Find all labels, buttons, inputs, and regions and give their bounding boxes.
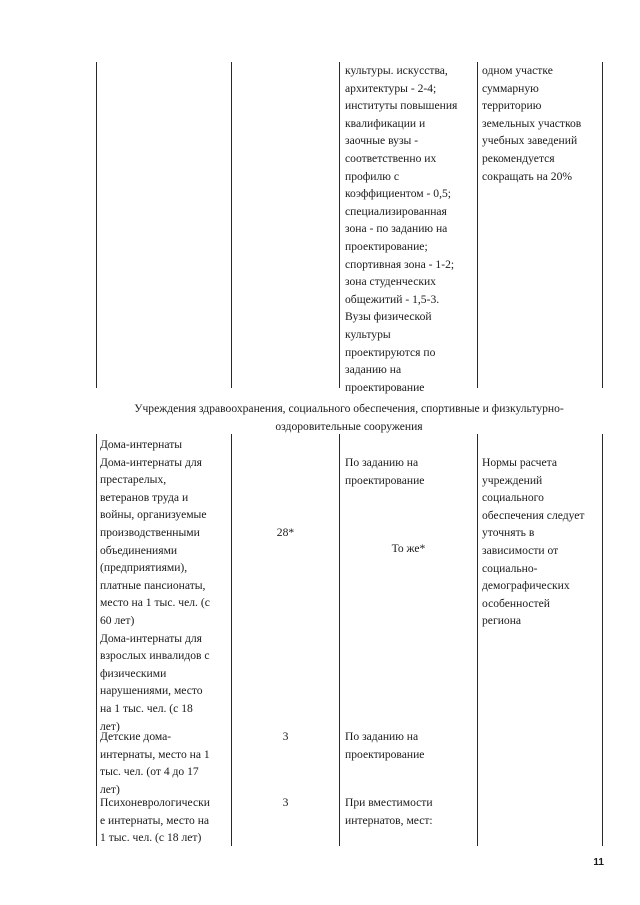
column-divider-2 [339,62,340,388]
row-1-col3-a: По заданию на проектирование [345,456,425,487]
row-2-col3: По заданию на проектирование [345,730,425,761]
row-1-col1: Дома-интернаты Дома-интернаты для престарелых, ветеранов труда и войны, организуемые производственными объединениями (предприятиями), платные пансионаты, место на 1 тыс. чел. (с 60 лет) Дома-интернаты для взрослых инвалидов с физическими нарушениями, место на 1 тыс. чел. (с 18 лет) [100,438,210,733]
table-border-left [96,62,97,388]
column-divider-1 [231,62,232,388]
section-heading: Учреждения здравоохранения, социального обеспечения, спортивные и физкультурно- оздоровительные сооружения [134,402,564,433]
row-2-col1: Детские дома- интернаты, место на 1 тыс. чел. (от 4 до 17 лет) [100,730,210,796]
row-3-col3: При вместимости интернатов, мест: [345,796,433,827]
page-number: 11 [593,857,604,868]
column-divider-3 [477,434,478,846]
row-2-col2: 3 [282,730,289,743]
row-1-col4: Нормы расчета учреждений социального обеспечения следует уточнять в зависимости от социально- демографических особенностей региона [482,456,585,628]
table-border-right [602,434,603,846]
column-divider-3 [477,62,478,388]
table-border-right [602,62,603,388]
continuation-cell-col4: одном участке суммарную территорию земельных участков учебных заведений рекомендуется сокращать на 20% [482,64,582,183]
row-1-col3-b: То же* [391,542,426,555]
row-1-col2: 28* [276,526,295,539]
row-3-col2: 3 [282,796,289,809]
row-3-col1: Психоневрологически е интернаты, место на 1 тыс. чел. (с 18 лет) [100,796,210,845]
table-border-left [96,434,97,846]
column-divider-2 [339,434,340,846]
column-divider-1 [231,434,232,846]
continuation-cell-col3: культуры. искусства, архитектуры - 2-4; институты повышения квалификации и заочные вузы - соответственно их профилю с коэффициентом - 0,5; специализированная зона - по заданию на проектирование; спортивная зона - 1-2; зона студенческих общежитий - 1,5-3. Вузы физической культуры проектируются по заданию на проектирование [345,64,458,394]
